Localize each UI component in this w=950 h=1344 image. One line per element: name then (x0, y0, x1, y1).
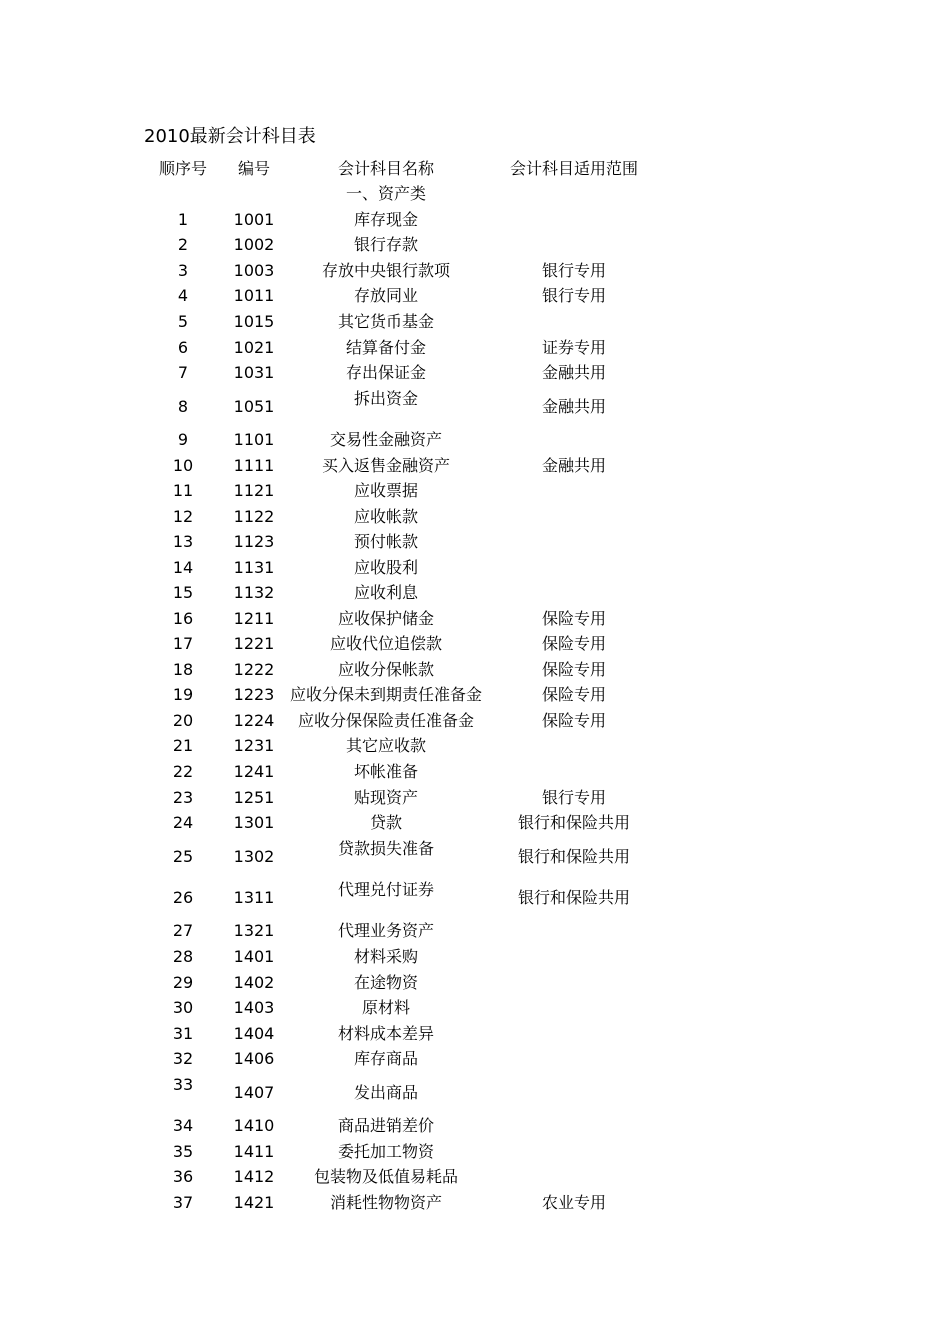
row-code: 1311 (233, 888, 275, 907)
row-seq: 20 (172, 711, 194, 730)
row-code: 1421 (233, 1193, 275, 1212)
row-seq: 30 (172, 998, 194, 1017)
row-name: 代理兑付证券 (337, 880, 434, 899)
row-seq: 31 (172, 1024, 194, 1043)
row-name: 应收分保未到期责任准备金 (289, 685, 482, 704)
row-seq: 10 (172, 456, 194, 475)
row-scope: 保险专用 (541, 711, 606, 730)
row-name: 消耗性物物资产 (329, 1193, 442, 1212)
header-seq: 顺序号 (158, 159, 207, 178)
row-scope: 证券专用 (541, 338, 606, 357)
row-seq: 11 (172, 481, 194, 500)
row-scope: 银行和保险共用 (517, 888, 630, 907)
row-scope: 银行和保险共用 (517, 813, 630, 832)
row-code: 1223 (233, 685, 275, 704)
header-scope: 会计科目适用范围 (509, 159, 638, 178)
row-name: 存放同业 (353, 286, 418, 305)
row-code: 1221 (233, 634, 275, 653)
row-code: 1121 (233, 481, 275, 500)
row-seq: 2 (177, 235, 189, 254)
row-seq: 28 (172, 947, 194, 966)
row-code: 1111 (233, 456, 275, 475)
row-name: 原材料 (361, 998, 410, 1017)
row-code: 1224 (233, 711, 275, 730)
row-seq: 22 (172, 762, 194, 781)
row-code: 1003 (233, 261, 275, 280)
row-seq: 26 (172, 888, 194, 907)
row-code: 1241 (233, 762, 275, 781)
row-code: 1031 (233, 363, 275, 382)
row-code: 1302 (233, 847, 275, 866)
row-seq: 29 (172, 973, 194, 992)
row-name: 坏帐准备 (353, 762, 418, 781)
row-name: 应收分保帐款 (337, 660, 434, 679)
row-seq: 21 (172, 736, 194, 755)
row-code: 1132 (233, 583, 275, 602)
row-code: 1410 (233, 1116, 275, 1135)
row-name: 应收帐款 (353, 507, 418, 526)
row-seq: 37 (172, 1193, 194, 1212)
row-name: 应收利息 (353, 583, 418, 602)
row-code: 1123 (233, 532, 275, 551)
row-code: 1051 (233, 397, 275, 416)
row-scope: 农业专用 (541, 1193, 606, 1212)
row-code: 1011 (233, 286, 275, 305)
row-seq: 6 (177, 338, 189, 357)
row-name: 结算备付金 (345, 338, 426, 357)
row-name: 贴现资产 (353, 788, 418, 807)
row-name: 应收股利 (353, 558, 418, 577)
row-scope: 金融共用 (541, 397, 606, 416)
row-seq: 17 (172, 634, 194, 653)
row-name: 库存现金 (353, 210, 418, 229)
row-seq: 12 (172, 507, 194, 526)
row-code: 1301 (233, 813, 275, 832)
row-code: 1402 (233, 973, 275, 992)
row-seq: 32 (172, 1049, 194, 1068)
row-name: 贷款损失准备 (337, 839, 434, 858)
row-seq: 25 (172, 847, 194, 866)
row-code: 1251 (233, 788, 275, 807)
row-scope: 银行专用 (541, 261, 606, 280)
row-code: 1001 (233, 210, 275, 229)
row-name: 应收票据 (353, 481, 418, 500)
row-seq: 35 (172, 1142, 194, 1161)
row-code: 1002 (233, 235, 275, 254)
row-seq: 34 (172, 1116, 194, 1135)
row-scope: 保险专用 (541, 609, 606, 628)
row-name: 应收保护储金 (337, 609, 434, 628)
row-name: 委托加工物资 (337, 1142, 434, 1161)
row-code: 1131 (233, 558, 275, 577)
row-scope: 金融共用 (541, 363, 606, 382)
row-scope: 金融共用 (541, 456, 606, 475)
row-name: 库存商品 (353, 1049, 418, 1068)
row-code: 1403 (233, 998, 275, 1017)
row-name: 材料采购 (353, 947, 418, 966)
row-code: 1101 (233, 430, 275, 449)
row-name: 在途物资 (353, 973, 418, 992)
row-code: 1411 (233, 1142, 275, 1161)
row-seq: 14 (172, 558, 194, 577)
row-seq: 15 (172, 583, 194, 602)
row-name: 材料成本差异 (337, 1024, 434, 1043)
row-name: 贷款 (369, 813, 402, 832)
row-name: 银行存款 (353, 235, 418, 254)
row-name: 包装物及低值易耗品 (313, 1167, 458, 1186)
row-code: 1406 (233, 1049, 275, 1068)
row-name: 交易性金融资产 (329, 430, 442, 449)
row-name: 其它应收款 (345, 736, 426, 755)
section-label: 一、资产类 (345, 184, 426, 203)
row-seq: 13 (172, 532, 194, 551)
row-scope: 保险专用 (541, 634, 606, 653)
row-scope: 银行专用 (541, 788, 606, 807)
row-code: 1122 (233, 507, 275, 526)
row-seq: 23 (172, 788, 194, 807)
row-code: 1321 (233, 921, 275, 940)
row-seq: 8 (177, 397, 189, 416)
header-code: 编号 (237, 159, 270, 178)
row-code: 1412 (233, 1167, 275, 1186)
row-seq: 4 (177, 286, 189, 305)
row-seq: 24 (172, 813, 194, 832)
row-scope: 银行专用 (541, 286, 606, 305)
row-name: 应收分保保险责任准备金 (297, 711, 474, 730)
row-seq: 7 (177, 363, 189, 382)
row-seq: 33 (172, 1075, 194, 1094)
row-seq: 18 (172, 660, 194, 679)
row-seq: 36 (172, 1167, 194, 1186)
row-name: 发出商品 (353, 1083, 418, 1102)
row-code: 1231 (233, 736, 275, 755)
row-scope: 保险专用 (541, 685, 606, 704)
header-name: 会计科目名称 (337, 159, 434, 178)
row-seq: 3 (177, 261, 189, 280)
row-name: 拆出资金 (353, 389, 418, 408)
row-name: 商品进销差价 (337, 1116, 434, 1135)
row-seq: 1 (177, 210, 189, 229)
row-name: 代理业务资产 (337, 921, 434, 940)
row-code: 1407 (233, 1083, 275, 1102)
row-seq: 27 (172, 921, 194, 940)
row-seq: 19 (172, 685, 194, 704)
row-seq: 5 (177, 312, 189, 331)
row-name: 买入返售金融资产 (321, 456, 450, 475)
row-seq: 16 (172, 609, 194, 628)
row-code: 1021 (233, 338, 275, 357)
row-name: 其它货币基金 (337, 312, 434, 331)
row-seq: 9 (177, 430, 189, 449)
row-code: 1015 (233, 312, 275, 331)
row-scope: 保险专用 (541, 660, 606, 679)
row-code: 1401 (233, 947, 275, 966)
row-code: 1211 (233, 609, 275, 628)
row-code: 1404 (233, 1024, 275, 1043)
row-name: 存放中央银行款项 (321, 261, 450, 280)
row-code: 1222 (233, 660, 275, 679)
row-name: 预付帐款 (353, 532, 418, 551)
row-name: 应收代位追偿款 (329, 634, 442, 653)
row-name: 存出保证金 (345, 363, 426, 382)
page-title: 2010最新会计科目表 (144, 126, 316, 147)
row-scope: 银行和保险共用 (517, 847, 630, 866)
